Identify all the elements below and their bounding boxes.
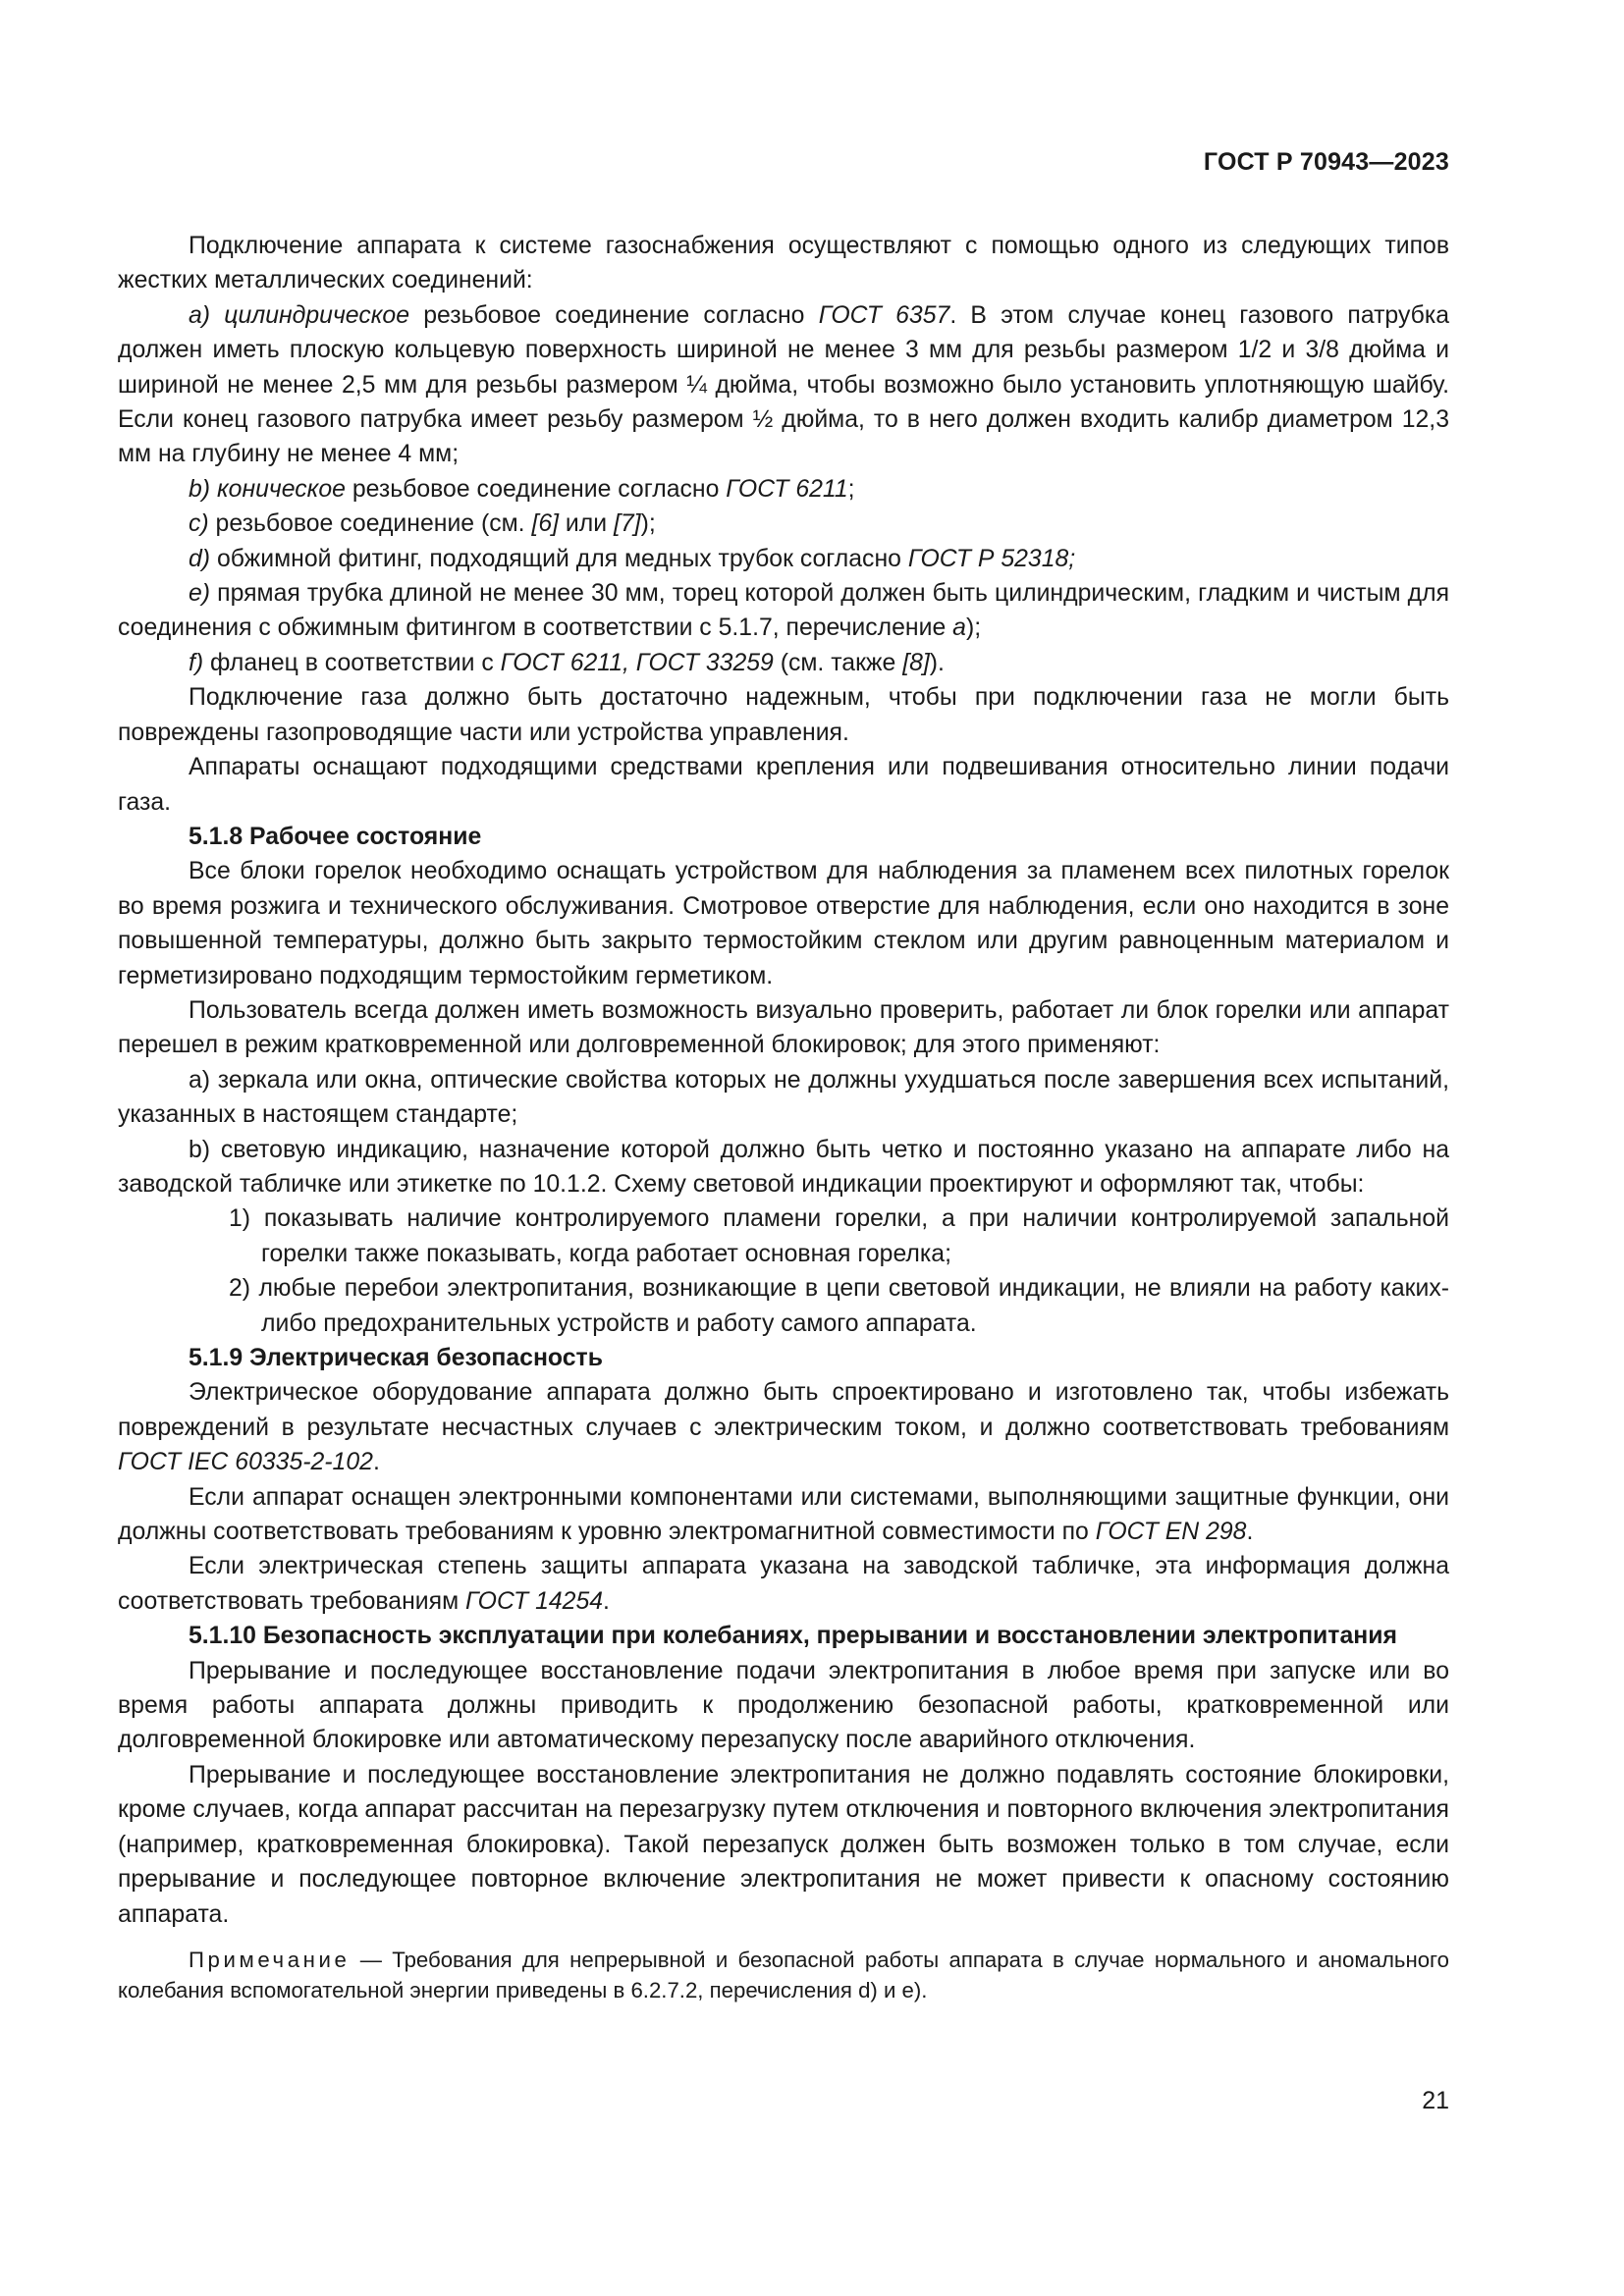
- note-label: Примечание: [189, 1947, 351, 1972]
- paragraph-protection-degree: Если электрическая степень защиты аппарата указана на заводской табличке, эта информация должна соответствовать требованиям ГОСТ 14254.: [118, 1553, 1449, 1615]
- paragraph-connection-intro: Подключение аппарата к системе газоснабжения осуществляют с помощью одного из следующих типов жестких металлических соединений:: [118, 233, 1449, 294]
- paragraph-flame-observation: Все блоки горелок необходимо оснащать устройством для наблюдения за пламенем всех пилотных горелок во время розжига и технического обслуживания. Смотровое отверстие для наблюдения, если оно находится в зоне повышенной температуры, должно быть закрыто термостойким стеклом или другим равноценным материалом и герметизировано подходящим термостойким герметиком.: [118, 858, 1449, 989]
- paragraph-power-interruption: Прерывание и последующее восстановление подачи электропитания в любое время при запуске или во время работы аппарата должны приводить к продолжению безопасной работы, кратковременной или долговременной блокировке или автоматическому перезапуску после аварийного отключения.: [118, 1657, 1449, 1754]
- list-item-light-indication: b) световую индикацию, назначение которой должно быть четко и постоянно указано на аппарате либо на заводской табличке или этикетке по 10.1.2. Схему световой индикации проектируют и оформляют так, чтобы:: [118, 1136, 1449, 1198]
- list-item-d: d) обжимной фитинг, подходящий для медных трубок согласно ГОСТ Р 52318;: [189, 545, 1076, 572]
- list-item-c: с) резьбовое соединение (см. [6] или [7]);: [189, 510, 656, 538]
- section-heading-5-1-10: 5.1.10 Безопасность эксплуатации при колебаниях, прерывании и восстановлении электропитания: [189, 1623, 1397, 1650]
- sub-item-2: 2) любые перебои электропитания, возникающие в цепи световой индикации, не влияли на работу каких-либо предохранительных устройств и работу самого аппарата.: [229, 1275, 1449, 1337]
- document-body: [118, 229, 1449, 2005]
- section-heading-5-1-8: 5.1.8 Рабочее состояние: [189, 823, 482, 850]
- paragraph-electrical-equipment: Электрическое оборудование аппарата должно быть спроектировано и изготовлено так, чтобы избежать повреждений в результате несчастных случаев с электрическим током, и должно соответствовать требованиям ГОСТ IEC 60335-2-102.: [118, 1379, 1449, 1476]
- page-number: 21: [1422, 2087, 1449, 2114]
- section-heading-5-1-9: 5.1.9 Электрическая безопасность: [189, 1345, 603, 1371]
- paragraph-lockout-state: Прерывание и последующее восстановление электропитания не должно подавлять состояние блокировки, кроме случаев, когда аппарат рассчитан на перезагрузку путем отключения и повторного включения электропитания (например, кратковременная блокировка). Такой перезапуск должен быть возможен только в том случае, если прерывание и последующее повторное включение электропитания не может привести к опасному состоянию аппарата.: [118, 1761, 1449, 1928]
- list-item-a: а) цилиндрическое резьбовое соединение согласно ГОСТ 6357. В этом случае конец газового патрубка должен иметь плоскую кольцевую поверхность шириной не менее 3 мм для резьбы размером 1/2 и 3/8 дюйма и шириной не менее 2,5 мм для резьбы размером ¼ дюйма, чтобы возможно было установить уплотняющую шайбу. Если конец газового патрубка имеет резьбу размером ½ дюйма, то в него должен входить калибр диаметром 12,3 мм на глубину не менее 4 мм;: [118, 301, 1450, 468]
- note-text: — Требования для непрерывной и безопасной работы аппарата в случае нормального и аномального колебания вспомогательной энергии приведены в 6.2.7.2, перечисления d) и е).: [118, 1947, 1449, 2002]
- list-item-mirrors: а) зеркала или окна, оптические свойства которых не должны ухудшаться после завершения всех испытаний, указанных в настоящем стандарте;: [118, 1066, 1449, 1129]
- note: [118, 1945, 1449, 2005]
- paragraph-emc: Если аппарат оснащен электронными компонентами или системами, выполняющими защитные функции, они должны соответствовать требованиям к уровню электромагнитной совместимости по ГОСТ EN 298.: [118, 1483, 1449, 1546]
- list-item-f: f) фланец в соответствии с ГОСТ 6211, ГОСТ 33259 (см. также [8]).: [189, 649, 945, 676]
- paragraph-visual-check: Пользователь всегда должен иметь возможность визуально проверить, работает ли блок горелки или аппарат перешел в режим кратковременной или долговременной блокировок; для этого применяют:: [118, 996, 1449, 1059]
- list-item-e: е) прямая трубка длиной не менее 30 мм, торец которой должен быть цилиндрическим, гладким и чистым для соединения с обжимным фитингом в соответствии с 5.1.7, перечисление а);: [118, 580, 1449, 642]
- paragraph-gas-connection: Подключение газа должно быть достаточно надежным, чтобы при подключении газа не могли быть повреждены газопроводящие части или устройства управления.: [118, 684, 1449, 746]
- list-item-b: b) коническое резьбовое соединение согласно ГОСТ 6211;: [189, 475, 855, 503]
- document-id: ГОСТ Р 70943—2023: [1203, 148, 1449, 176]
- sub-item-1: 1) показывать наличие контролируемого пламени горелки, а при наличии контролируемой запальной горелки также показывать, когда работает основная горелка;: [229, 1205, 1449, 1267]
- paragraph-mounting: Аппараты оснащают подходящими средствами крепления или подвешивания относительно линии подачи газа.: [118, 754, 1449, 816]
